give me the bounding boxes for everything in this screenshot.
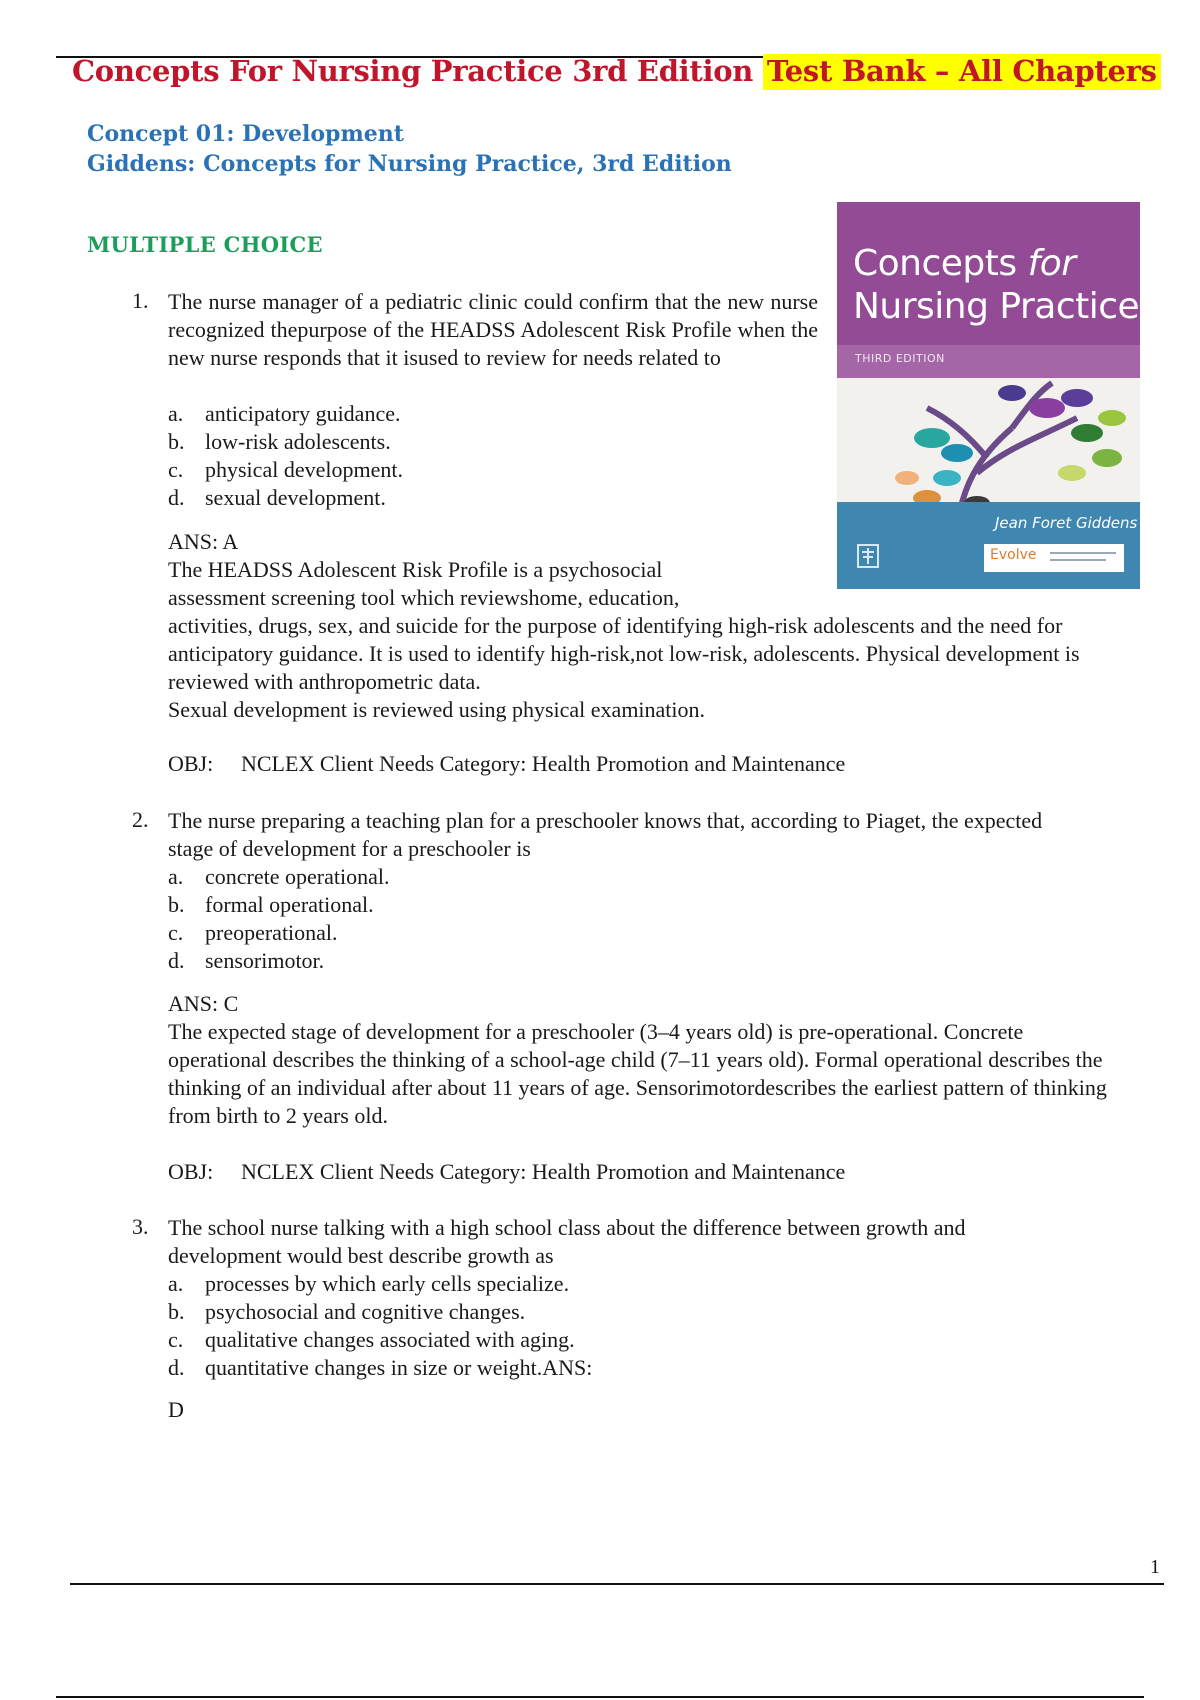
document-title [72, 54, 1161, 88]
option: b. formal operational. [168, 892, 374, 917]
page-number: 1 [1150, 1556, 1160, 1578]
option: c. qualitative changes associated with aging. [168, 1327, 575, 1352]
concept-line-1: Concept 01: Development [87, 121, 404, 147]
option: a. processes by which early cells specialize. [168, 1271, 570, 1296]
question-2-objective [168, 1158, 845, 1186]
evolve-subline-2 [1050, 559, 1106, 561]
book-cover [837, 202, 1140, 589]
cover-title [853, 242, 1140, 328]
question-3-stem: The school nurse talking with a high school class about the difference between growth and development would best describe growth as [168, 1215, 966, 1268]
question-1-stem: The nurse manager of a pediatric clinic could confirm that the new nurse recognized thepurpose of the HEADSS Adolescent Risk Profile when the new nurse responds that it isused to review for needs related to [168, 289, 818, 370]
option: c. physical development. [168, 457, 403, 482]
question-2-number: 2. [132, 807, 149, 832]
publisher-logo-icon [855, 542, 881, 570]
section-heading: MULTIPLE CHOICE [87, 232, 323, 257]
question-1-rationale-narrow: The HEADSS Adolescent Risk Profile is a psychosocial assessment screening tool which reviewshome, education, [168, 557, 680, 610]
cover-edition: THIRD EDITION [855, 352, 945, 365]
question-2-rationale: The expected stage of development for a preschooler (3–4 years old) is pre-operational. Concrete operational describes the thinking of a school-age child (7–11 years old). Formal operational describes the thinking of an individual after about 11 years of age. Sensorimotordescribes the earliest pattern of thinking from birth to 2 years old. [168, 1019, 1107, 1128]
cover-title-word2: for [1027, 243, 1076, 284]
concept-heading [87, 119, 732, 179]
question-2-options [168, 863, 868, 975]
title-main: Concepts For Nursing Practice 3rd Edition [72, 54, 754, 88]
evolve-label: Evolve [990, 547, 1037, 563]
option: d. sexual development. [168, 485, 386, 510]
cover-author: Jean Foret Giddens [995, 514, 1138, 532]
concept-line-2: Giddens: Concepts for Nursing Practice, 3rd Edition [87, 151, 732, 177]
obj-label: OBJ: [168, 1159, 214, 1184]
page-edge-rule [56, 1696, 1144, 1698]
bottom-rule [70, 1583, 1164, 1585]
question-1-number: 1. [132, 288, 149, 313]
option: d. quantitative changes in size or weight.ANS: [168, 1355, 593, 1380]
option: c. preoperational. [168, 920, 338, 945]
question-1-rationale: activities, drugs, sex, and suicide for the purpose of identifying high-risk adolescents and the need for anticipatory guidance. It is used to identify high-risk,not low-risk, adolescents. Physical development is reviewed with anthropometric data. [168, 613, 1080, 694]
option: b. psychosocial and cognitive changes. [168, 1299, 526, 1324]
option: a. anticipatory guidance. [168, 401, 401, 426]
title-highlight: Test Bank – All Chapters [763, 54, 1161, 90]
option: d. sensorimotor. [168, 948, 325, 973]
obj-label: OBJ: [168, 751, 214, 776]
evolve-badge [984, 544, 1124, 572]
evolve-subline [1050, 552, 1116, 554]
question-2-answer: ANS: C [168, 991, 239, 1016]
option: a. concrete operational. [168, 864, 390, 889]
question-1-options [168, 400, 818, 512]
obj-text: NCLEX Client Needs Category: Health Promotion and Maintenance [241, 1159, 846, 1184]
question-3-options [168, 1270, 968, 1382]
question-3-number: 3. [132, 1214, 149, 1239]
option: b. low-risk adolescents. [168, 429, 391, 454]
cover-title-word1: Concepts [853, 243, 1017, 284]
obj-text: NCLEX Client Needs Category: Health Promotion and Maintenance [241, 751, 846, 776]
cover-title-line2: Nursing Practice [853, 286, 1140, 327]
question-1-objective [168, 750, 845, 778]
question-1-rationale-last: Sexual development is reviewed using physical examination. [168, 697, 706, 722]
question-1-answer: ANS: A [168, 529, 239, 554]
question-3-answer: D [168, 1397, 184, 1422]
question-2-stem: The nurse preparing a teaching plan for a preschooler knows that, according to Piaget, the expected stage of development for a preschooler is [168, 808, 1043, 861]
